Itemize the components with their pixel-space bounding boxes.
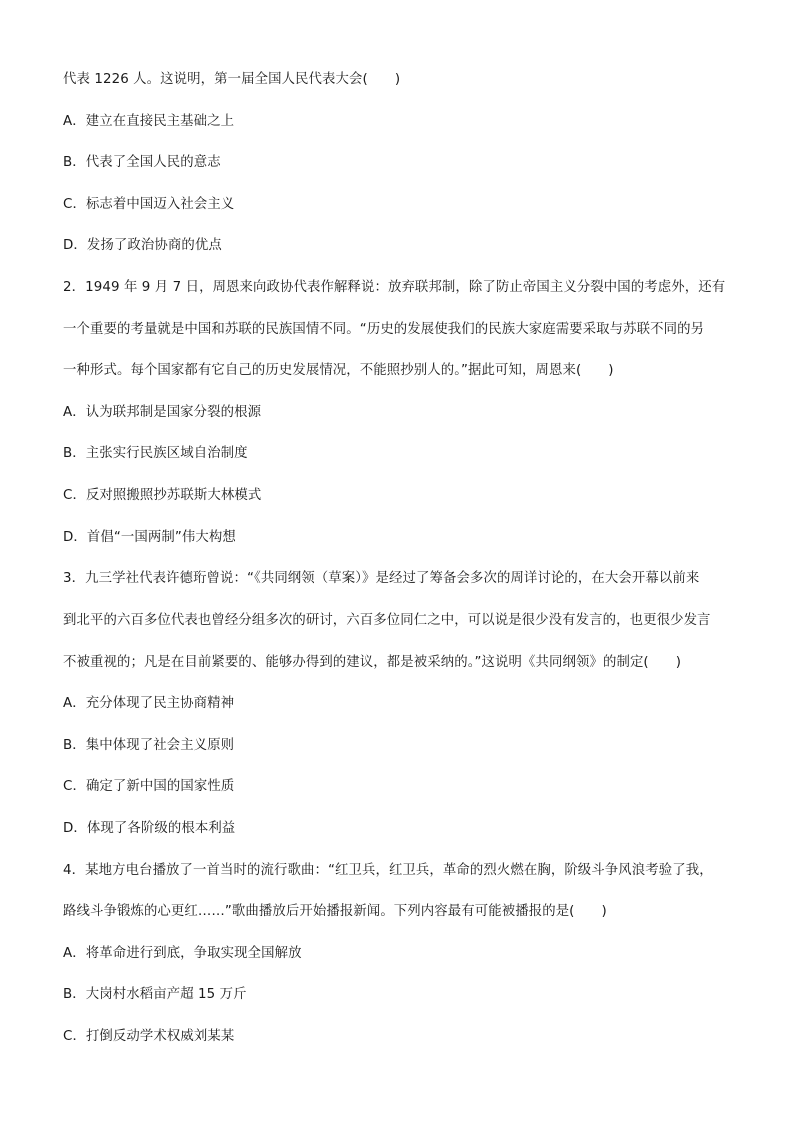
question-3-option-a: A．充分体现了民主协商精神: [63, 696, 235, 711]
question-4-option-c: C．打倒反动学术权威刘某某: [63, 1029, 235, 1044]
question-3-stem-line: 到北平的六百多位代表也曾经分组多次的研讨，六百多位同仁之中，可以说是很少没有发言的，也更很少发言: [63, 613, 711, 628]
question-4-option-a: A．将革命进行到底，争取实现全国解放: [63, 946, 302, 961]
question-1-option-b: B．代表了全国人民的意志: [63, 155, 221, 170]
question-3-stem-line: 3．九三学社代表许德珩曾说：“《共同纲领（草案）》是经过了筹备会多次的周详讨论的，在大会开幕以前来: [63, 571, 700, 586]
question-3-option-c: C．确定了新中国的国家性质: [63, 779, 235, 794]
question-2-option-b: B．主张实行民族区域自治制度: [63, 446, 248, 461]
question-2-stem-line: 2．1949 年 9 月 7 日，周恩来向政协代表作解释说：放弃联邦制，除了防止帝国主义分裂中国的考虑外，还有: [63, 280, 726, 295]
question-2-option-c: C．反对照搬照抄苏联斯大林模式: [63, 488, 262, 503]
question-2-option-d: D．首倡“一国两制”伟大构想: [63, 530, 236, 545]
question-4-option-b: B．大岗村水稻亩产超 15 万斤: [63, 987, 247, 1002]
question-2-stem-line: 一个重要的考量就是中国和苏联的民族国情不同。“历史的发展使我们的民族大家庭需要采取与苏联不同的另: [63, 322, 705, 337]
question-1-stem-tail: 代表 1226 人。这说明，第一届全国人民代表大会( ): [63, 72, 401, 87]
question-4-stem-line: 4．某地方电台播放了一首当时的流行歌曲：“红卫兵，红卫兵，革命的烈火燃在胸，阶级斗争风浪考验了我，: [63, 863, 713, 878]
question-3-option-d: D．体现了各阶级的根本利益: [63, 821, 236, 836]
question-1-option-d: D．发扬了政治协商的优点: [63, 238, 222, 253]
question-2-stem-line: 一种形式。每个国家都有它自己的历史发展情况，不能照抄别人的。”据此可知，周恩来( ): [63, 363, 614, 378]
question-2-option-a: A．认为联邦制是国家分裂的根源: [63, 405, 262, 420]
question-3-option-b: B．集中体现了社会主义原则: [63, 738, 235, 753]
question-4-stem-line: 路线斗争锻炼的心更红……”歌曲播放后开始播报新闻。下列内容最有可能被播报的是( ): [63, 904, 607, 919]
question-1-option-a: A．建立在直接民主基础之上: [63, 114, 235, 129]
question-1-option-c: C．标志着中国迈入社会主义: [63, 197, 235, 212]
question-3-stem-line: 不被重视的；凡是在目前紧要的、能够办得到的建议，都是被采纳的。”这说明《共同纲领》的制定( ): [63, 655, 682, 670]
